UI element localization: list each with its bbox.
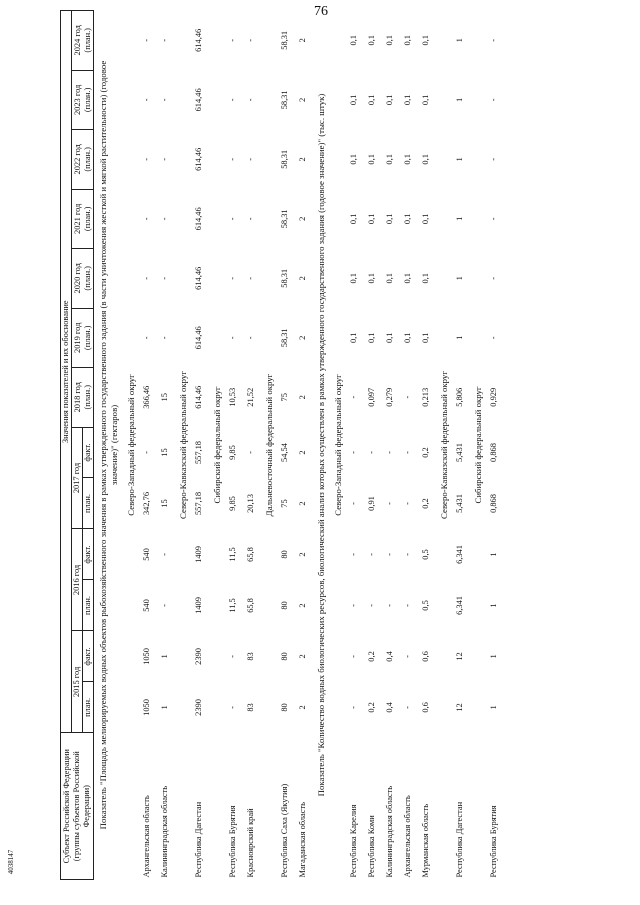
value-cell: 0,1 — [367, 154, 376, 165]
value-cell: - — [246, 336, 255, 340]
value-cell: - — [160, 604, 169, 607]
table-body — [94, 11, 504, 880]
value-cell: 1 — [455, 216, 464, 221]
subject-name: Калининградская область — [385, 785, 394, 878]
value-cell: 614,46 — [194, 326, 203, 350]
value-cell: 58,31 — [280, 328, 289, 348]
value-cell: 83 — [246, 703, 255, 712]
value-cell: 1050 — [142, 648, 151, 665]
table-row — [294, 11, 312, 880]
value-cell: 75 — [280, 499, 289, 508]
value-cell: - — [489, 157, 498, 161]
value-cell: 0,1 — [349, 213, 358, 225]
value-cell: 0,1 — [421, 213, 430, 225]
value-cell: 0,2 — [421, 498, 430, 509]
value-cell: 0,6 — [421, 651, 430, 662]
value-cell: 0,1 — [403, 35, 412, 46]
value-cell: 11,5 — [228, 598, 237, 613]
value-cell: 6,341 — [455, 596, 464, 615]
federal-district-heading: Сибирский федеральный округ — [473, 386, 483, 504]
value-cell: 557,18 — [194, 441, 203, 465]
table-row — [417, 11, 435, 880]
value-cell: - — [246, 451, 255, 454]
value-cell: - — [228, 157, 237, 161]
value-cell: - — [228, 217, 237, 221]
year-2023-header: 2023 год (план.) — [72, 70, 94, 129]
table-row — [138, 11, 156, 880]
value-cell: 0,1 — [403, 94, 412, 106]
value-cell: 0,097 — [367, 387, 376, 407]
value-cell: 1 — [455, 157, 464, 162]
subject-name: Красноярский край — [246, 808, 255, 878]
value-cell: 2 — [298, 450, 307, 455]
value-cell: 0,868 — [489, 443, 498, 462]
value-cell: - — [228, 276, 237, 280]
value-cell: - — [228, 336, 237, 340]
value-cell: 11,5 — [228, 547, 237, 562]
value-cell: - — [160, 98, 169, 102]
indicator-title: Показатель "Площадь мелиорируемых водных объектов рыбохозяйственного значения в рамках утвержденного государственного задания (в части уничтожения жесткой и мягкой растительности) (годовое значение)" (гектаров) — [98, 60, 119, 830]
value-cell: - — [403, 395, 412, 399]
value-cell: 1050 — [142, 699, 151, 716]
value-cell: - — [403, 502, 412, 505]
value-cell: 58,31 — [280, 90, 289, 110]
year-2018-header: 2018 год (план.) — [72, 368, 94, 427]
value-cell: 15 — [160, 393, 169, 402]
value-cell: - — [385, 451, 394, 454]
value-cell: - — [349, 395, 358, 399]
value-cell: - — [228, 655, 237, 658]
subject-name: Республика Бурятия — [228, 805, 237, 878]
value-cell: 0,1 — [403, 213, 412, 225]
subject-name: Калининградская область — [160, 785, 169, 878]
value-cell: 1 — [455, 335, 464, 340]
federal-district-heading: Дальневосточный федеральный округ — [264, 373, 274, 517]
value-cell: 0,4 — [385, 651, 394, 662]
value-cell: - — [160, 157, 169, 161]
value-cell: 614,46 — [194, 147, 203, 171]
value-cell: - — [403, 604, 412, 607]
value-cell: 0,4 — [385, 702, 394, 713]
value-cell: 0,929 — [489, 387, 498, 407]
value-cell: - — [142, 451, 151, 454]
value-cell: - — [160, 276, 169, 280]
value-cell: 557,18 — [194, 491, 203, 516]
value-cell: 0,2 — [367, 651, 376, 662]
value-cell: 1 — [160, 654, 169, 659]
value-cell: 9,85 — [228, 496, 237, 511]
table-row — [381, 11, 399, 880]
value-cell: 2 — [298, 603, 307, 608]
value-cell: 1 — [455, 38, 464, 43]
value-cell: - — [142, 336, 151, 340]
value-cell: 1 — [489, 654, 498, 659]
value-cell: 2 — [298, 335, 307, 340]
value-cell: 0,1 — [385, 213, 394, 225]
value-cell: 1 — [160, 705, 169, 710]
value-cell: 1 — [489, 705, 498, 710]
value-cell: 2 — [298, 654, 307, 659]
value-cell: - — [160, 38, 169, 42]
value-cell: 15 — [160, 448, 169, 457]
value-cell: 2 — [298, 501, 307, 506]
value-cell: 2 — [298, 552, 307, 557]
value-cell: - — [142, 276, 151, 280]
value-cell: 0,1 — [421, 154, 430, 165]
value-cell: 5,806 — [455, 387, 464, 407]
value-cell: 0,1 — [403, 332, 412, 344]
table-row — [399, 11, 417, 880]
value-cell: 20,13 — [246, 494, 255, 513]
subject-name: Республика Саха (Якутия) — [280, 783, 289, 878]
table-row — [485, 11, 503, 880]
value-cell: 0,5 — [421, 549, 430, 560]
value-cell: 2390 — [194, 699, 203, 716]
value-cell: - — [246, 98, 255, 102]
value-cell: 1 — [455, 97, 464, 102]
value-cell: 0,1 — [349, 332, 358, 344]
value-cell: 366,46 — [142, 385, 151, 409]
value-cell: 0,213 — [421, 387, 430, 407]
fact-header: факт. — [83, 427, 94, 478]
value-cell: 0,1 — [385, 332, 394, 344]
value-cell: 614,46 — [194, 28, 203, 52]
fact-header: факт. — [83, 631, 94, 682]
value-cell: 540 — [142, 548, 151, 561]
value-cell: - — [142, 38, 151, 42]
value-cell: - — [160, 336, 169, 340]
value-cell: - — [489, 98, 498, 102]
value-cell: - — [228, 38, 237, 42]
table-row — [156, 11, 174, 880]
plan-header: план. — [83, 580, 94, 631]
table-row — [242, 11, 260, 880]
value-cell: 2 — [298, 157, 307, 162]
value-cell: - — [246, 38, 255, 42]
value-cell: 58,31 — [280, 268, 289, 288]
year-2022-header: 2022 год (план.) — [72, 130, 94, 189]
value-cell: - — [160, 217, 169, 221]
value-cell: - — [385, 553, 394, 556]
subject-column-header: Субъект Российской Федерации (группы субъектов Российской Федерации) — [61, 733, 94, 880]
year-2019-header: 2019 год (план.) — [72, 308, 94, 367]
value-cell: 2 — [298, 216, 307, 221]
value-cell: 2 — [298, 38, 307, 43]
value-cell: 0,1 — [367, 35, 376, 46]
subject-name: Республика Бурятия — [489, 805, 498, 878]
value-cell: - — [142, 98, 151, 102]
value-cell: 65,8 — [246, 598, 255, 613]
value-cell: - — [142, 157, 151, 161]
value-cell: 80 — [280, 550, 289, 559]
value-cell: 0,1 — [421, 35, 430, 46]
value-cell: 75 — [280, 393, 289, 402]
value-cell: - — [246, 276, 255, 280]
federal-district-heading: Северо-Западный федеральный округ — [126, 374, 136, 516]
value-cell: 80 — [280, 703, 289, 712]
table-row — [345, 11, 363, 880]
year-2021-header: 2021 год (план.) — [72, 189, 94, 248]
rotated-table-container — [60, 10, 635, 880]
value-cell: 0,1 — [421, 332, 430, 344]
value-cell: 614,46 — [194, 385, 203, 409]
value-cell: 0,1 — [385, 94, 394, 106]
values-group-header: Значения показателей и их обоснование — [61, 11, 72, 733]
value-cell: 2 — [298, 97, 307, 102]
subject-name: Архангельская область — [403, 795, 412, 878]
federal-district-heading: Сибирский федеральный округ — [212, 386, 222, 504]
subject-name: Республика Дагестан — [455, 801, 464, 878]
value-cell: 0,1 — [349, 94, 358, 106]
table-row — [190, 11, 208, 880]
value-cell: 0,2 — [367, 702, 376, 713]
value-cell: - — [489, 336, 498, 340]
year-2024-header: 2024 год (план.) — [72, 11, 94, 71]
indicators-table — [60, 10, 503, 880]
value-cell: 540 — [142, 599, 151, 612]
value-cell: 0,1 — [349, 273, 358, 284]
value-cell: - — [489, 217, 498, 221]
value-cell: 0,1 — [349, 35, 358, 46]
value-cell: - — [246, 157, 255, 161]
value-cell: 5,431 — [455, 494, 464, 513]
value-cell: 15 — [160, 499, 169, 508]
value-cell: 0,1 — [403, 154, 412, 165]
subject-name: Республика Коми — [367, 815, 376, 878]
value-cell: 0,1 — [367, 332, 376, 344]
subject-name: Магаданская область — [298, 802, 307, 878]
value-cell: 80 — [280, 601, 289, 610]
value-cell: - — [367, 553, 376, 556]
value-cell: 0,91 — [367, 496, 376, 511]
year-2020-header: 2020 год (план.) — [72, 249, 94, 308]
value-cell: 9,85 — [228, 445, 237, 460]
value-cell: - — [349, 706, 358, 709]
value-cell: 21,52 — [246, 387, 255, 407]
value-cell: - — [403, 655, 412, 658]
value-cell: 0,279 — [385, 387, 394, 407]
plan-header: план. — [83, 478, 94, 529]
value-cell: 1 — [455, 276, 464, 281]
value-cell: 58,31 — [280, 209, 289, 229]
table-row — [276, 11, 294, 880]
table-header — [61, 11, 94, 880]
value-cell: - — [228, 98, 237, 102]
year-2017-header: 2017 год — [72, 427, 83, 529]
value-cell: 0,1 — [421, 273, 430, 284]
value-cell: 1 — [489, 552, 498, 557]
value-cell: - — [489, 38, 498, 42]
value-cell: 0,2 — [421, 447, 430, 458]
value-cell: 0,1 — [367, 94, 376, 106]
value-cell: - — [349, 451, 358, 454]
value-cell: 12 — [455, 652, 464, 661]
page-number: 76 — [314, 4, 328, 19]
subject-name: Архангельская область — [142, 795, 151, 878]
value-cell: 6,341 — [455, 545, 464, 564]
value-cell: 2 — [298, 276, 307, 281]
value-cell: 0,6 — [421, 702, 430, 713]
value-cell: - — [403, 706, 412, 709]
value-cell: 58,31 — [280, 30, 289, 50]
fact-header: факт. — [83, 529, 94, 580]
value-cell: 0,1 — [367, 213, 376, 225]
federal-district-heading: Северо-Кавказский федеральный округ — [439, 371, 449, 519]
value-cell: 0,1 — [403, 273, 412, 284]
year-2016-header: 2016 год — [72, 529, 83, 631]
value-cell: - — [160, 553, 169, 556]
value-cell: 614,46 — [194, 88, 203, 112]
value-cell: 0,1 — [385, 273, 394, 284]
value-cell: - — [349, 655, 358, 658]
value-cell: - — [349, 604, 358, 607]
value-cell: - — [246, 217, 255, 221]
year-2015-header: 2015 год — [72, 631, 83, 733]
value-cell: - — [385, 604, 394, 607]
value-cell: 2 — [298, 395, 307, 400]
value-cell: 1409 — [194, 597, 203, 614]
value-cell: 1 — [489, 603, 498, 608]
document-code: 4038147 — [7, 849, 15, 875]
plan-header: план. — [83, 682, 94, 733]
table-row — [451, 11, 469, 880]
value-cell: - — [367, 604, 376, 607]
value-cell: 0,1 — [349, 154, 358, 165]
value-cell: 0,868 — [489, 494, 498, 513]
subject-name: Республика Дагестан — [194, 801, 203, 878]
value-cell: - — [403, 553, 412, 556]
value-cell: - — [489, 276, 498, 280]
value-cell: 2 — [298, 705, 307, 710]
value-cell: 614,46 — [194, 266, 203, 290]
value-cell: - — [349, 553, 358, 556]
value-cell: 0,1 — [421, 94, 430, 106]
value-cell: - — [403, 451, 412, 454]
value-cell: 54,54 — [280, 443, 289, 462]
table-row — [224, 11, 242, 880]
value-cell: - — [228, 706, 237, 709]
value-cell: - — [349, 502, 358, 505]
value-cell: - — [142, 217, 151, 221]
federal-district-heading: Северо-Кавказский федеральный округ — [178, 371, 188, 519]
value-cell: 0,1 — [385, 154, 394, 165]
value-cell: 0,5 — [421, 600, 430, 611]
value-cell: 83 — [246, 652, 255, 661]
value-cell: 65,8 — [246, 547, 255, 562]
value-cell: 1409 — [194, 546, 203, 563]
federal-district-heading: Северо-Западный федеральный округ — [333, 374, 343, 516]
value-cell: 12 — [455, 703, 464, 712]
value-cell: 80 — [280, 652, 289, 661]
subject-name: Мурманская область — [421, 803, 430, 878]
indicator-title: Показатель "Количество водных биологических ресурсов, биологический анализ которых осуществлен в рамках утвержденного государственного задания (годовое значение)" (тыс. штук) — [316, 93, 326, 797]
value-cell: - — [367, 451, 376, 454]
value-cell: 5,431 — [455, 443, 464, 462]
value-cell: 10,53 — [228, 387, 237, 407]
value-cell: 0,1 — [385, 35, 394, 46]
value-cell: 614,46 — [194, 207, 203, 231]
value-cell: 2390 — [194, 648, 203, 665]
value-cell: 0,1 — [367, 273, 376, 284]
value-cell: 342,76 — [142, 491, 151, 516]
value-cell: - — [385, 502, 394, 505]
value-cell: 58,31 — [280, 149, 289, 169]
subject-name: Республика Карелия — [349, 804, 358, 878]
table-row — [363, 11, 381, 880]
